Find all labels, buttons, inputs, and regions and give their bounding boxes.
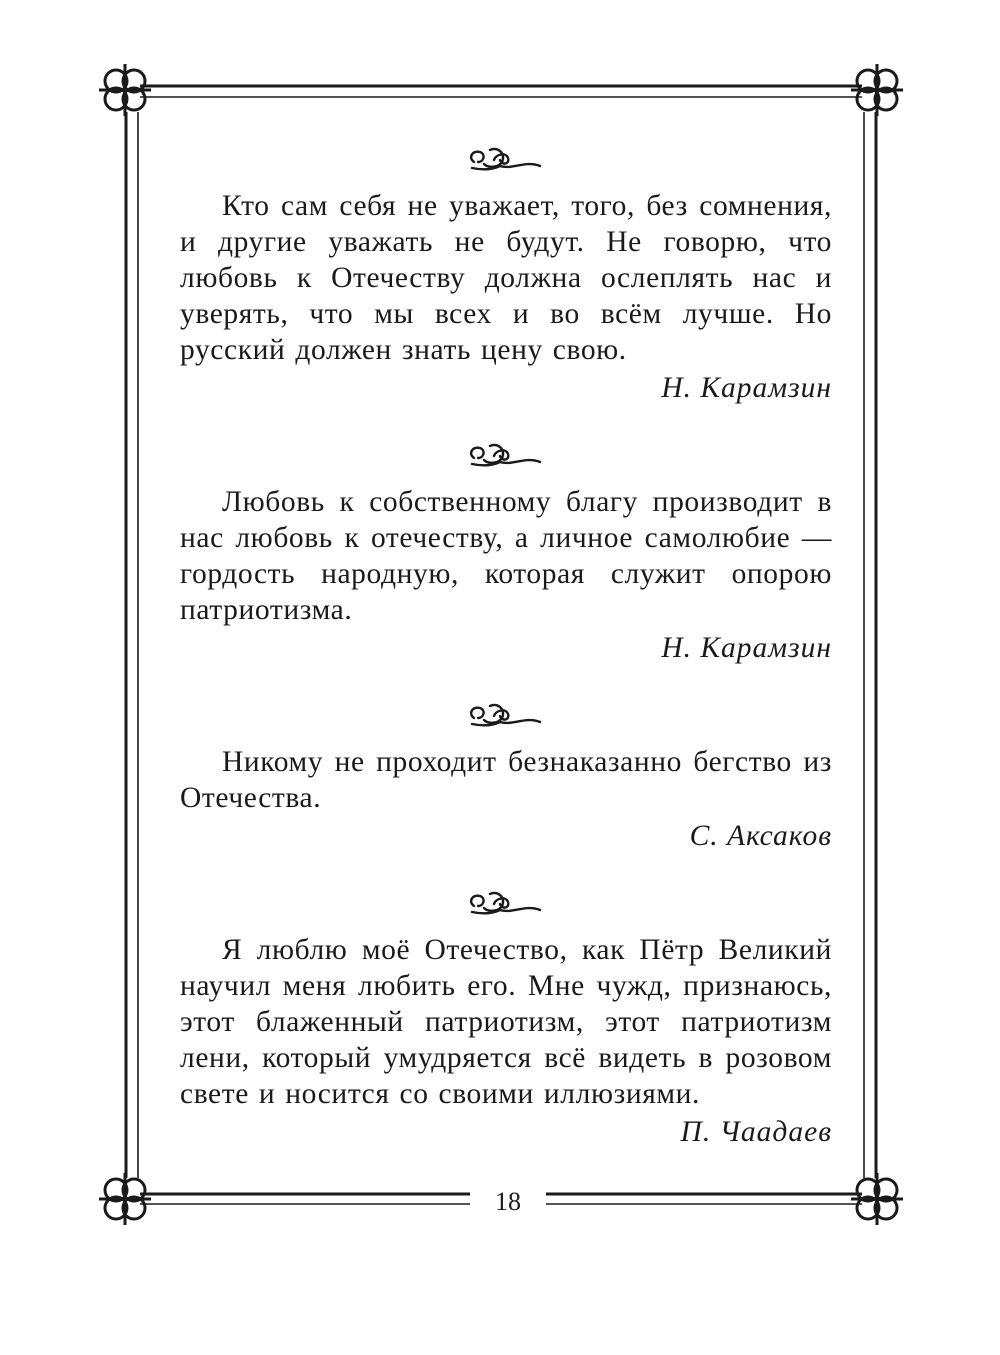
quote-block-1 (180, 140, 832, 406)
quote-text: Кто сам себя не уважает, того, без сомнения, и другие уважать не будут. Не говорю, что любовь к Отечеству должна ослеплять нас и уверять, что мы всех и во всём лучше. Но русский должен знать цену свою. (180, 190, 832, 366)
quotes-column (180, 140, 832, 1150)
quote-text: Я люблю моё Отечество, как Пётр Великий научил меня любить его. Мне чужд, признаюсь, этот блаженный патриотизм, этот патриотизм лени, который умудряется всё видеть в розовом свете и носится со своими иллюзиями. (180, 934, 832, 1110)
swirl-ornament-icon (464, 436, 548, 470)
swirl-ornament-icon (464, 140, 548, 174)
page-number: 18 (470, 1184, 546, 1220)
quote-block-4 (180, 884, 832, 1150)
quote-author: П. Чаадаев (680, 1116, 832, 1148)
quote-block-3 (180, 696, 832, 854)
quote-author: Н. Карамзин (661, 632, 832, 664)
quote-text: Любовь к собственному благу производит в нас любовь к отечеству, а личное самолюбие — гордость народную, которая служит опорою патриотизма. (180, 486, 832, 626)
quote-block-2 (180, 436, 832, 666)
quote-text: Никому не проходит безнаказанно бегство из Отечества. (180, 746, 832, 814)
swirl-ornament-icon (464, 884, 548, 918)
swirl-ornament-icon (464, 696, 548, 730)
quote-author: С. Аксаков (689, 820, 832, 852)
quote-author: Н. Карамзин (661, 372, 832, 404)
